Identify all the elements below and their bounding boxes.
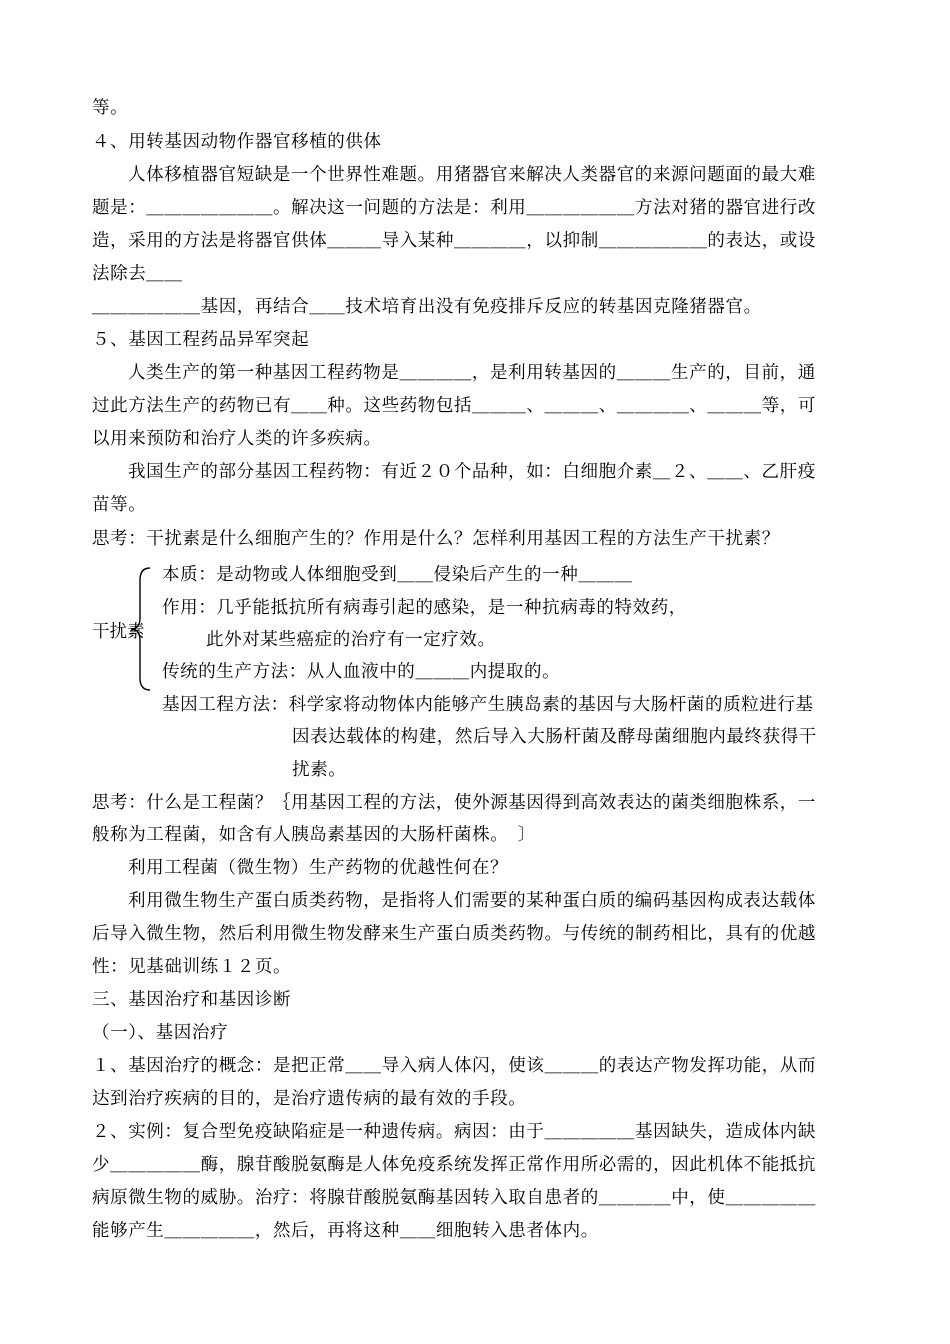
text-line: 造，采用的方法是将器官供体＿＿＿导入某种＿＿＿＿，以抑制＿＿＿＿＿＿的表达，或设 [92,231,816,251]
section-heading: ４、用转基因动物作器官移植的供体 [92,132,382,152]
question-line: 思考：什么是工程菌？｛用基因工程的方法，使外源基因得到高效表达的菌类细胞株系，一 [92,793,816,813]
text-line: 我国生产的部分基因工程药物：有近２０个品种，如：白细胞介素＿２、＿＿、乙肝疫 [128,462,816,482]
interferon-genetic-method: 基因工程方法：科学家将动物体内能够产生胰岛素的基因与大肠杆菌的质粒进行基 [162,695,814,715]
text-line: 利用工程菌（微生物）生产药物的优越性何在？ [128,858,509,878]
text-line: 性：见基础训练１２页。 [92,957,292,977]
section-heading: 三、基因治疗和基因诊断 [92,990,292,1010]
text-line: １、基因治疗的概念：是把正常＿＿导入病人体闪，使该＿＿＿的表达产物发挥功能，从而 [92,1056,816,1076]
text-line: 少＿＿＿＿＿酶，腺苷酸脱氨酶是人体免疫系统发挥正常作用所必需的，因此机体不能抵抗 [92,1155,816,1175]
text-line: 后导入微生物，然后利用微生物发酵来生产蛋白质类药物。与传统的制药相比，具有的优越 [92,924,816,944]
question-line: 思考：干扰素是什么细胞产生的？作用是什么？怎样利用基因工程的方法生产干扰素？ [92,529,780,549]
text-line: 等。 [92,98,129,118]
text-line: 因表达载体的构建，然后导入大肠杆菌及酵母菌细胞内最终获得干 [292,727,817,747]
text-line: 苗等。 [92,495,147,515]
text-line: ＿＿＿＿＿＿基因，再结合＿＿技术培育出没有免疫排斥反应的转基因克隆猪器官。 [92,297,762,317]
interferon-essence: 本质：是动物或人体细胞受到＿＿侵染后产生的一种＿＿＿ [162,565,633,585]
text-line: 法除去＿＿ [92,264,183,284]
text-line: 人体移植器官短缺是一个世界性难题。用猪器官来解决人类器官的来源问题面的最大难 [128,165,816,185]
text-line: 人类生产的第一种基因工程药物是＿＿＿＿，是利用转基因的＿＿＿生产的，目前，通 [128,363,816,383]
interferon-traditional: 传统的生产方法：从人血液中的＿＿＿内提取的。 [162,662,561,682]
interferon-function: 作用：几乎能抵抗所有病毒引起的感染，是一种抗病毒的特效药， [162,598,687,618]
text-line: 以用来预防和治疗人类的许多疾病。 [92,429,382,449]
text-line: 过此方法生产的药物已有＿＿种。这些药物包括＿＿＿、＿＿＿、＿＿＿＿、＿＿＿等，可 [92,396,816,416]
text-line: 此外对某些癌症的治疗有一定疗效。 [206,630,496,650]
section-heading: ５、基因工程药品异军突起 [92,330,310,350]
text-line: 病原微生物的威胁。治疗：将腺苷酸脱氨酶基因转入取自患者的＿＿＿＿中，使＿＿＿＿＿ [92,1188,816,1208]
text-line: 利用微生物生产蛋白质类药物，是指将人们需要的某种蛋白质的编码基因构成表达载体 [128,891,816,911]
text-line: 题是：＿＿＿＿＿＿＿。解决这一问题的方法是：利用＿＿＿＿＿＿方法对猪的器官进行改 [92,198,816,218]
text-line: 达到治疗疾病的目的，是治疗遗传病的最有效的手段。 [92,1089,527,1109]
text-line: 扰素。 [292,760,347,780]
subsection-heading: （一）、基因治疗 [92,1023,229,1043]
interferon-label: 干扰素 [92,622,145,642]
text-line: ２、实例：复合型免疫缺陷症是一种遗传病。病因：由于＿＿＿＿＿基因缺失，造成体内缺 [92,1122,816,1142]
text-line: 般称为工程菌，如含有人胰岛素基因的大肠杆菌株。 〕 [92,825,536,845]
text-line: 能够产生＿＿＿＿＿，然后，再将这种＿＿细胞转入患者体内。 [92,1221,599,1241]
